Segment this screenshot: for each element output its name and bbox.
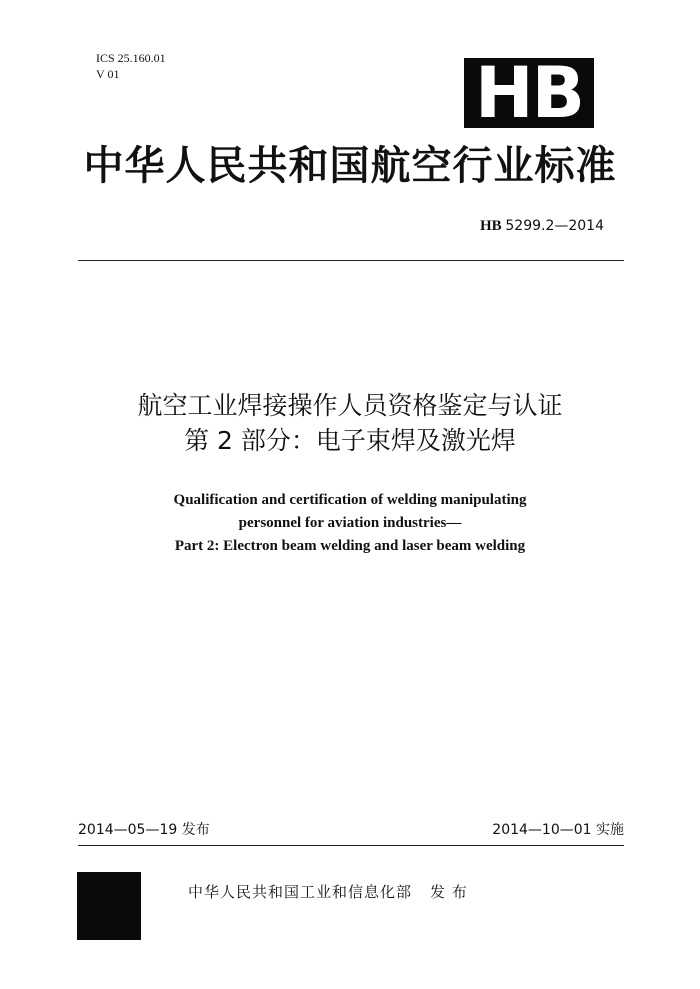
- hb-logo: HB: [464, 58, 594, 128]
- chinese-title: [40, 388, 660, 458]
- chinese-title-line-2: 第 2 部分：电子束焊及激光焊: [184, 426, 516, 455]
- classification-codes: [96, 50, 166, 82]
- chinese-title-line-1: 航空工业焊接操作人员资格鉴定与认证: [137, 391, 563, 420]
- english-title-line-3: Part 2: Electron beam welding and laser beam welding: [174, 538, 526, 554]
- standard-number-prefix: HB: [479, 218, 502, 234]
- publisher-verb: 发 布: [430, 883, 468, 901]
- black-block-mark: [77, 872, 141, 940]
- standard-number: [480, 218, 604, 235]
- publisher-name: 中华人民共和国工业和信息化部: [188, 883, 413, 901]
- ics-code: ICS 25.160.01: [96, 51, 166, 65]
- bottom-divider: [78, 845, 624, 846]
- english-title-line-2: personnel for aviation industries—: [238, 515, 462, 531]
- ccs-code: V 01: [96, 67, 120, 81]
- issue-date: 2014—05—19 发布: [78, 822, 210, 838]
- standard-type-title: 中华人民共和国航空行业标准: [83, 143, 617, 189]
- english-title-line-1: Qualification and certification of welding manipulating: [173, 492, 527, 508]
- english-title: [40, 489, 660, 558]
- standard-number-value: 5299.2—2014: [505, 218, 604, 234]
- publisher: [188, 881, 468, 902]
- top-divider: [78, 260, 624, 261]
- implementation-date: 2014—10—01 实施: [492, 822, 624, 838]
